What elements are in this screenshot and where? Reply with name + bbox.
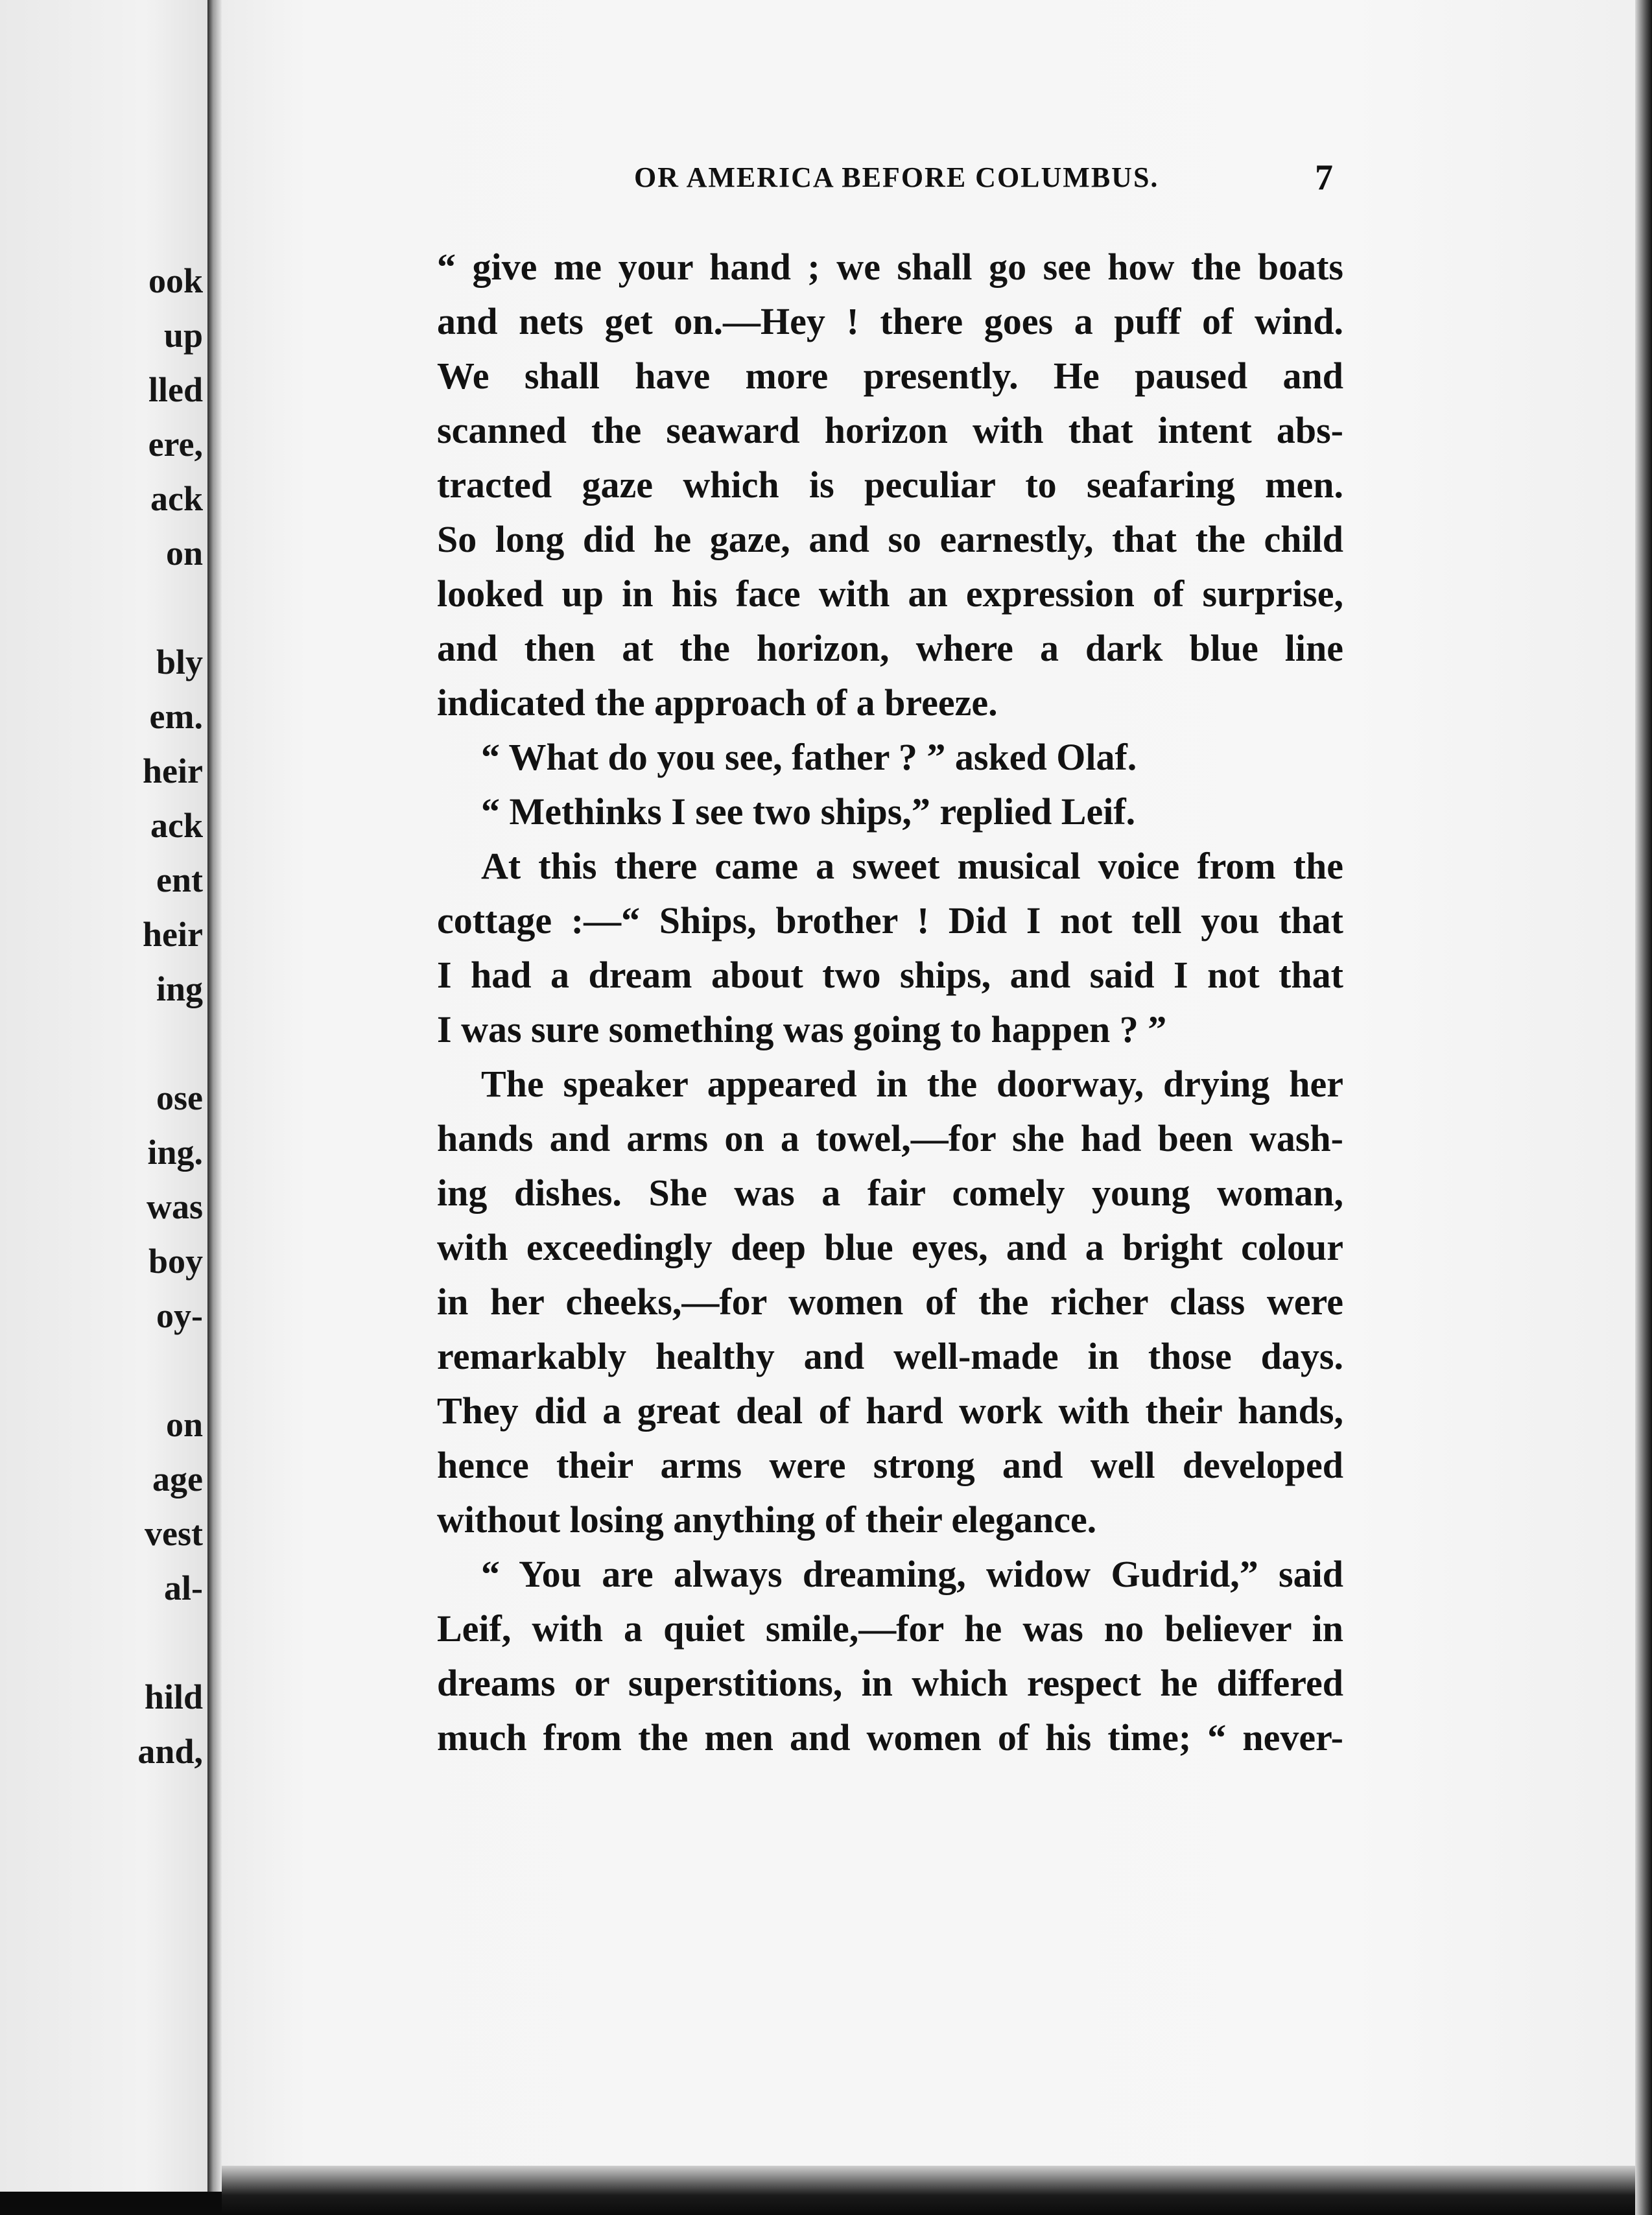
text-line: “ What do you see, father ? ” asked Olaf. [481,736,1137,778]
text-line: remarkably healthy and well-made in those days. [437,1335,1343,1377]
text-line: We shall have more presently. He paused and [437,355,1343,397]
facing-line: em. [149,697,203,736]
facing-line: bly [156,643,203,681]
facing-line: was [146,1187,203,1226]
facing-line: ack [150,479,203,518]
facing-line: up [163,316,203,355]
text-line: I was sure something was going to happen ? ” [437,1008,1167,1050]
text-line: looked up in his face with an expression of surprise, [437,573,1343,615]
book-gutter [207,0,222,2192]
text-line: “ Methinks I see two ships,” replied Leif. [481,790,1136,833]
facing-line: hild [144,1677,203,1716]
facing-line: ing [156,969,203,1008]
facing-line: al- [164,1569,203,1607]
text-line: The speaker appeared in the doorway, drying her [481,1063,1343,1105]
text-line: much from the men and women of his time; “ never- [437,1716,1343,1759]
body-text [437,240,1343,1765]
facing-line: on [165,534,203,573]
text-line: ing dishes. She was a fair comely young woman, [437,1172,1343,1214]
text-line: indicated the approach of a breeze. [437,681,998,724]
text-line: tracted gaze which is peculiar to seafaring men. [437,464,1343,506]
text-line: Leif, with a quiet smile,—for he was no believer in [437,1607,1343,1650]
facing-line: ook [148,261,203,300]
text-line: and nets get on.—Hey ! there goes a puff of wind. [437,300,1343,342]
running-head: OR AMERICA BEFORE COLUMBUS. [634,161,1159,193]
page-bottom-edge [222,2166,1652,2215]
text-line: hands and arms on a towel,—for she had been wash- [437,1117,1343,1159]
facing-line: ing. [147,1133,203,1172]
text-line: scanned the seaward horizon with that intent abs- [437,409,1343,451]
facing-line: ose [156,1078,203,1117]
text-line: with exceedingly deep blue eyes, and a bright colour [437,1226,1343,1268]
text-line: cottage :—“ Ships, brother ! Did I not tell you that [437,899,1343,942]
text-line: and then at the horizon, where a dark blue line [437,627,1343,669]
text-line: dreams or superstitions, in which respect he differed [437,1662,1343,1704]
facing-line: oy- [156,1296,203,1335]
facing-line: heir [143,752,203,790]
text-line: hence their arms were strong and well developed [437,1444,1343,1486]
facing-line: ack [150,806,203,845]
text-line: without losing anything of their elegance. [437,1498,1097,1541]
text-line: So long did he gaze, and so earnestly, that the child [437,518,1343,560]
text-line: At this there came a sweet musical voice from the [481,845,1343,887]
facing-line: boy [148,1242,203,1281]
facing-line: vest [145,1514,203,1553]
facing-line: lled [148,370,203,409]
text-line: “ give me your hand ; we shall go see how the boats [437,246,1343,288]
facing-line: ent [156,860,203,899]
text-line: I had a dream about two ships, and said I not that [437,954,1343,996]
facing-line: and, [137,1732,203,1771]
facing-line: age [152,1460,203,1498]
page-right-edge [1635,0,1652,2215]
facing-line: on [165,1405,203,1444]
facing-line: ere, [148,425,203,464]
text-line: They did a great deal of hard work with their hands, [437,1390,1343,1432]
text-line: in her cheeks,—for women of the richer class were [437,1281,1343,1323]
page-number: 7 [1315,158,1333,198]
facing-page [0,0,209,2192]
text-line: “ You are always dreaming, widow Gudrid,” said [481,1553,1343,1595]
facing-line: heir [143,915,203,954]
